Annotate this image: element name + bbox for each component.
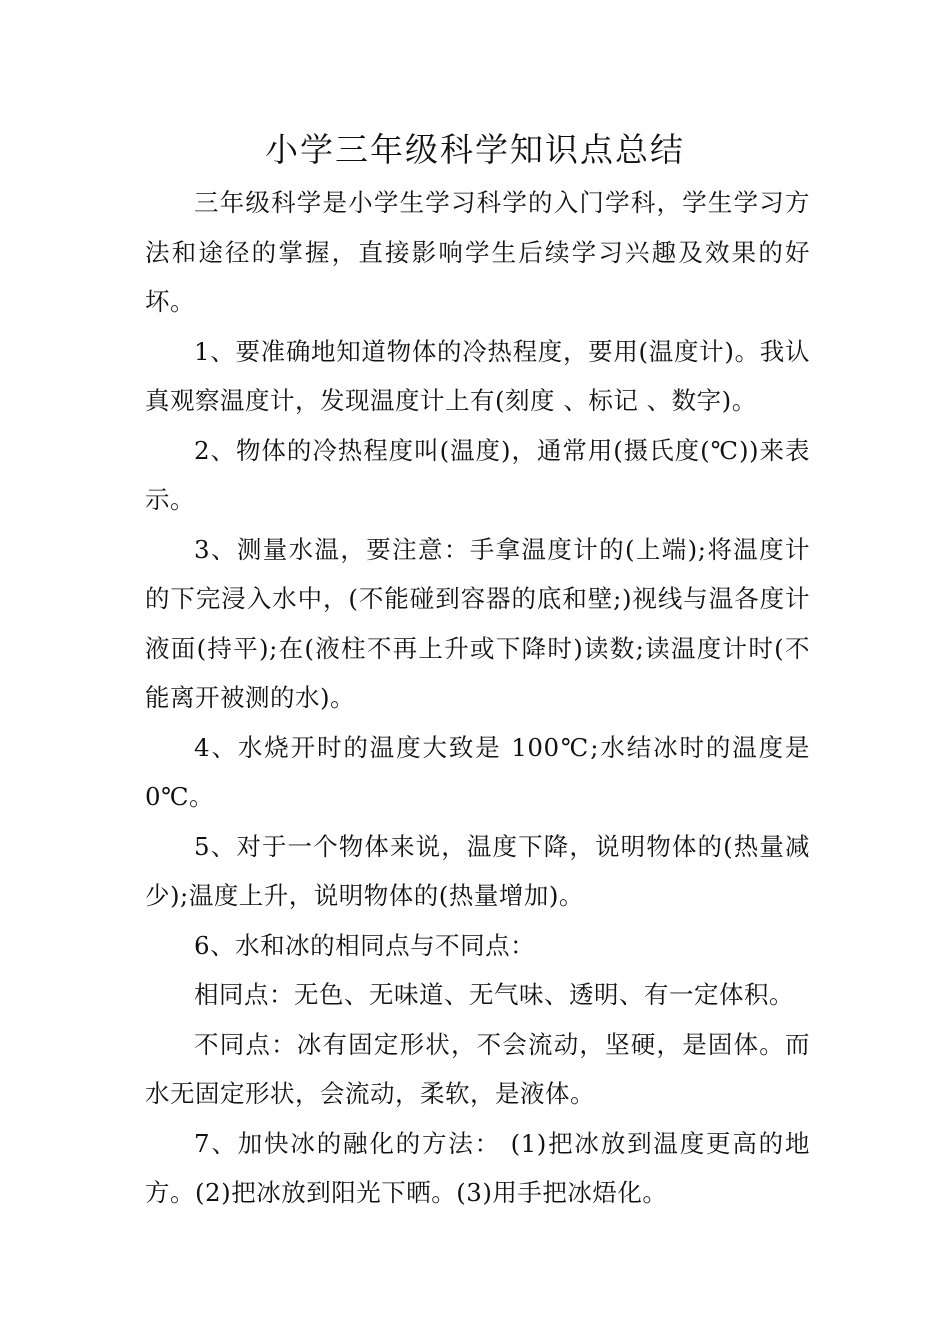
paragraph-item-1: 1、要准确地知道物体的冷热程度，要用(温度计)。我认真观察温度计，发现温度计上有(刻度 、标记 、数字)。 <box>145 336 810 415</box>
paragraph-item-3: 3、测量水温，要注意：手拿温度计的(上端);将温度计的下完浸入水中，(不能碰到容器的底和壁;)视线与温各度计液面(持平);在(液柱不再上升或下降时)读数;读温度计时(不能离开被测的水)。 <box>145 534 810 712</box>
paragraph-item-5: 5、对于一个物体来说，温度下降，说明物体的(热量减少);温度上升，说明物体的(热量增加)。 <box>145 831 810 910</box>
paragraph-item-7: 7、加快冰的融化的方法： (1)把冰放到温度更高的地方。(2)把冰放到阳光下晒。(3)用手把冰焐化。 <box>145 1128 810 1207</box>
paragraph-differences: 不同点：冰有固定形状，不会流动，坚硬，是固体。而水无固定形状，会流动，柔软，是液体。 <box>145 1029 810 1108</box>
paragraph-similarities: 相同点：无色、无味道、无气味、透明、有一定体积。 <box>194 980 794 1009</box>
paragraph-intro: 三年级科学是小学生学习科学的入门学科，学生学习方法和途径的掌握，直接影响学生后续学习兴趣及效果的好坏。 <box>145 188 810 316</box>
paragraph-item-2: 2、物体的冷热程度叫(温度)，通常用(摄氏度(℃))来表示。 <box>145 435 810 514</box>
paragraph-item-6: 6、水和冰的相同点与不同点： <box>194 930 536 960</box>
document-title: 小学三年级科学知识点总结 <box>265 130 685 169</box>
document-body <box>145 178 810 1218</box>
paragraph-item-4: 4、水烧开时的温度大致是 100℃;水结冰时的温度是 0℃。 <box>145 732 810 811</box>
